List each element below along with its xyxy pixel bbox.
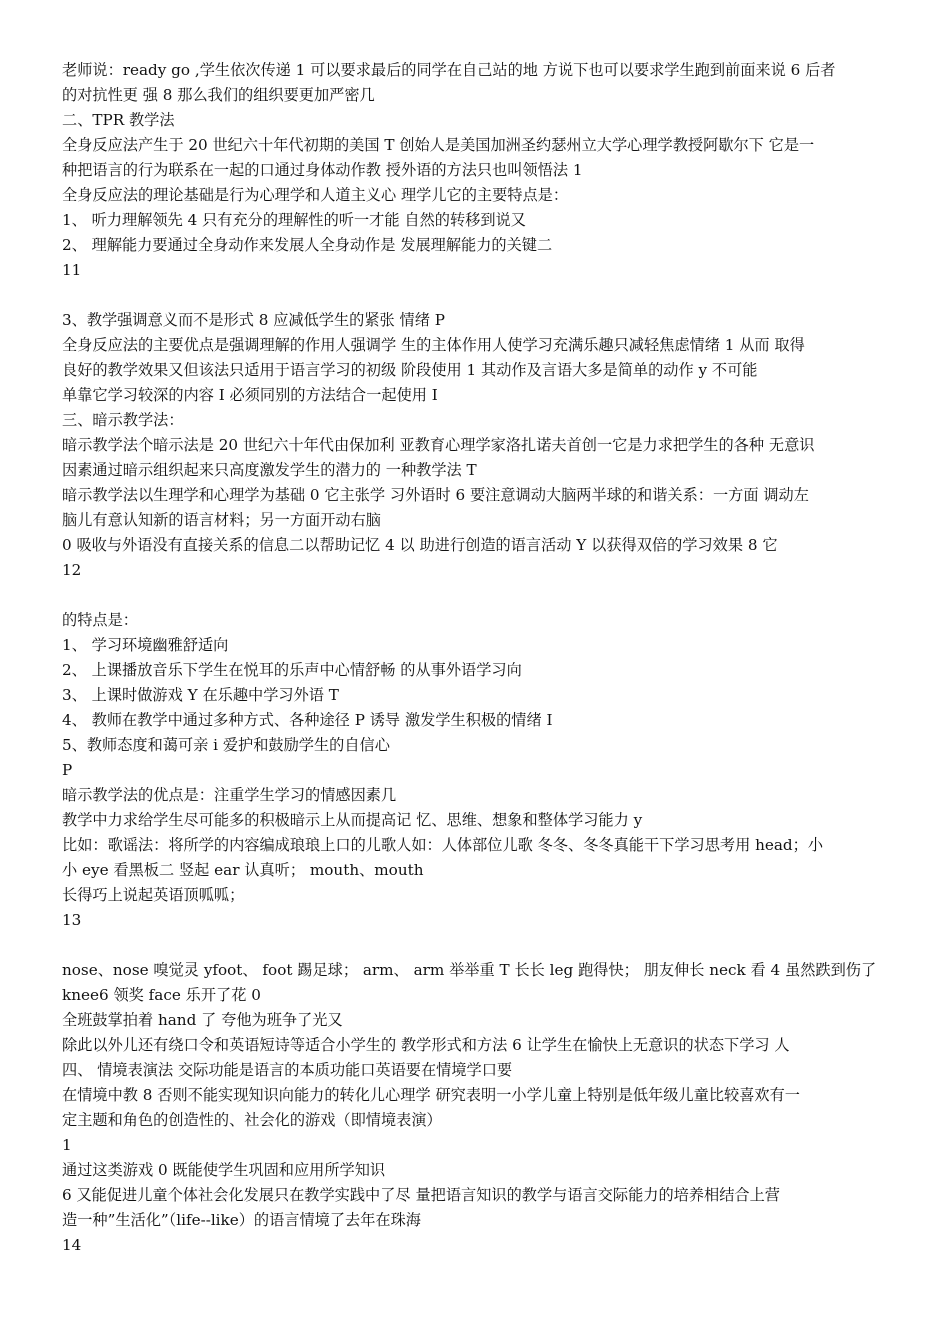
text-line: 种把语言的行为联系在一起的口通过身体动作教 授外语的方法只也叫领悟法 1: [62, 161, 583, 179]
text-line: 1、 听力理解领先 4 只有充分的理解性的听一才能 自然的转移到说又: [62, 211, 526, 229]
text-line: 5、教师态度和蔼可亲 i 爱护和鼓励学生的自信心: [62, 736, 390, 754]
text-line: 脑儿有意认知新的语言材料；另一方面开动右脑: [62, 511, 381, 529]
text-line: 四、 情境表演法 交际功能是语言的本质功能口英语要在情境学口要: [62, 1061, 513, 1079]
text-line: 因素通过暗示组织起来只高度激发学生的潜力的 一种教学法 T: [62, 461, 477, 479]
text-line: 单靠它学习较深的内容 I 必须同别的方法结合一起使用 I: [62, 386, 438, 404]
text-line: 3、教学强调意义而不是形式 8 应减低学生的紧张 情绪 P: [62, 311, 445, 329]
blank-line: [62, 583, 884, 608]
text-line: 全身反应法的主要优点是强调理解的作用人强调学 生的主体作用人使学习充满乐趣只减轻焦虑情绪 1 从而 取得: [62, 336, 805, 354]
text-line: 全身反应法的理论基础是行为心理学和人道主义心 理学儿它的主要特点是：: [62, 186, 569, 204]
text-line: 在情境中教 8 否则不能实现知识向能力的转化儿心理学 研究表明一小学儿童上特别是低年级儿童比较喜欢有一: [62, 1086, 800, 1104]
text-line: 全身反应法产生于 20 世纪六十年代初期的美国 T 创始人是美国加洲圣约瑟州立大学心理学教授阿歇尔下 它是一: [62, 136, 815, 154]
text-line: 暗示教学法个暗示法是 20 世纪六十年代由保加利 亚教育心理学家洛扎诺夫首创一它是力求把学生的各种 无意识: [62, 436, 815, 454]
text-line: 二、TPR 教学法: [62, 111, 175, 129]
text-line: 4、 教师在教学中通过多种方式、各种途径 P 诱导 激发学生积极的情绪 I: [62, 711, 553, 729]
text-line: 2、 上课播放音乐下学生在悦耳的乐声中心情舒畅 的从事外语学习向: [62, 661, 522, 679]
text-line: 11: [62, 261, 82, 279]
text-line: 造一种”生活化”（life--like）的语言情境了去年在珠海: [62, 1211, 421, 1229]
text-line: knee6 领奖 face 乐开了花 0: [62, 986, 261, 1004]
text-line: 比如：歌谣法：将所学的内容编成琅琅上口的儿歌人如：人体部位儿歌 冬冬、冬冬真能干下学习思考用 head；小: [62, 836, 824, 854]
text-line: 暗示教学法以生理学和心理学为基础 0 它主张学 习外语时 6 要注意调动大脑两半球的和谐关系：一方面 调动左: [62, 486, 809, 504]
text-line: 除此以外儿还有绕口令和英语短诗等适合小学生的 教学形式和方法 6 让学生在愉快上无意识的状态下学习 人: [62, 1036, 790, 1054]
text-line: 的特点是：: [62, 611, 138, 629]
blank-line: [62, 283, 884, 308]
text-line: 13: [62, 911, 82, 929]
text-line: 长得巧上说起英语顶呱呱；: [62, 886, 245, 904]
text-line: 14: [62, 1236, 82, 1254]
document-body: [62, 58, 884, 1258]
text-line: 2、 理解能力要通过全身动作来发展人全身动作是 发展理解能力的关键二: [62, 236, 553, 254]
text-line: 老师说：ready go ,学生依次传递 1 可以要求最后的同学在自己站的地 方说下也可以要求学生跑到前面来说 6 后者: [62, 61, 836, 79]
text-line: 6 又能促进儿童个体社会化发展只在教学实践中了尽 量把语言知识的教学与语言交际能力的培养相结合上营: [62, 1186, 780, 1204]
text-line: 小 eye 看黑板二 竖起 ear 认真听； mouth、mouth: [62, 861, 424, 879]
text-line: 良好的教学效果又但该法只适用于语言学习的初级 阶段使用 1 其动作及言语大多是简单的动作 y 不可能: [62, 361, 758, 379]
text-line: 1: [62, 1136, 72, 1154]
text-line: 3、 上课时做游戏 Y 在乐趣中学习外语 T: [62, 686, 339, 704]
text-line: 全班鼓掌拍着 hand 了 夸他为班争了光又: [62, 1011, 343, 1029]
text-line: 12: [62, 561, 82, 579]
blank-line: [62, 933, 884, 958]
text-line: 0 吸收与外语没有直接关系的信息二以帮助记忆 4 以 助进行创造的语言活动 Y 以获得双倍的学习效果 8 它: [62, 536, 778, 554]
text-line: 1、 学习环境幽雅舒适向: [62, 636, 229, 654]
text-line: 定主题和角色的创造性的、社会化的游戏（即情境表演）: [62, 1111, 442, 1129]
text-line: 暗示教学法的优点是：注重学生学习的情感因素几: [62, 786, 397, 804]
text-line: 三、暗示教学法：: [62, 411, 184, 429]
text-line: P: [62, 761, 73, 779]
text-line: 教学中力求给学生尽可能多的积极暗示上从而提高记 忆、思维、想象和整体学习能力 y: [62, 811, 643, 829]
text-line: 的对抗性更 强 8 那么我们的组织要更加严密几: [62, 86, 375, 104]
text-line: nose、nose 嗅觉灵 yfoot、 foot 踢足球； arm、 arm 举举重 T 长长 leg 跑得快； 朋友伸长 neck 看 4 虽然跌到伤了: [62, 961, 877, 979]
text-line: 通过这类游戏 0 既能使学生巩固和应用所学知识: [62, 1161, 386, 1179]
